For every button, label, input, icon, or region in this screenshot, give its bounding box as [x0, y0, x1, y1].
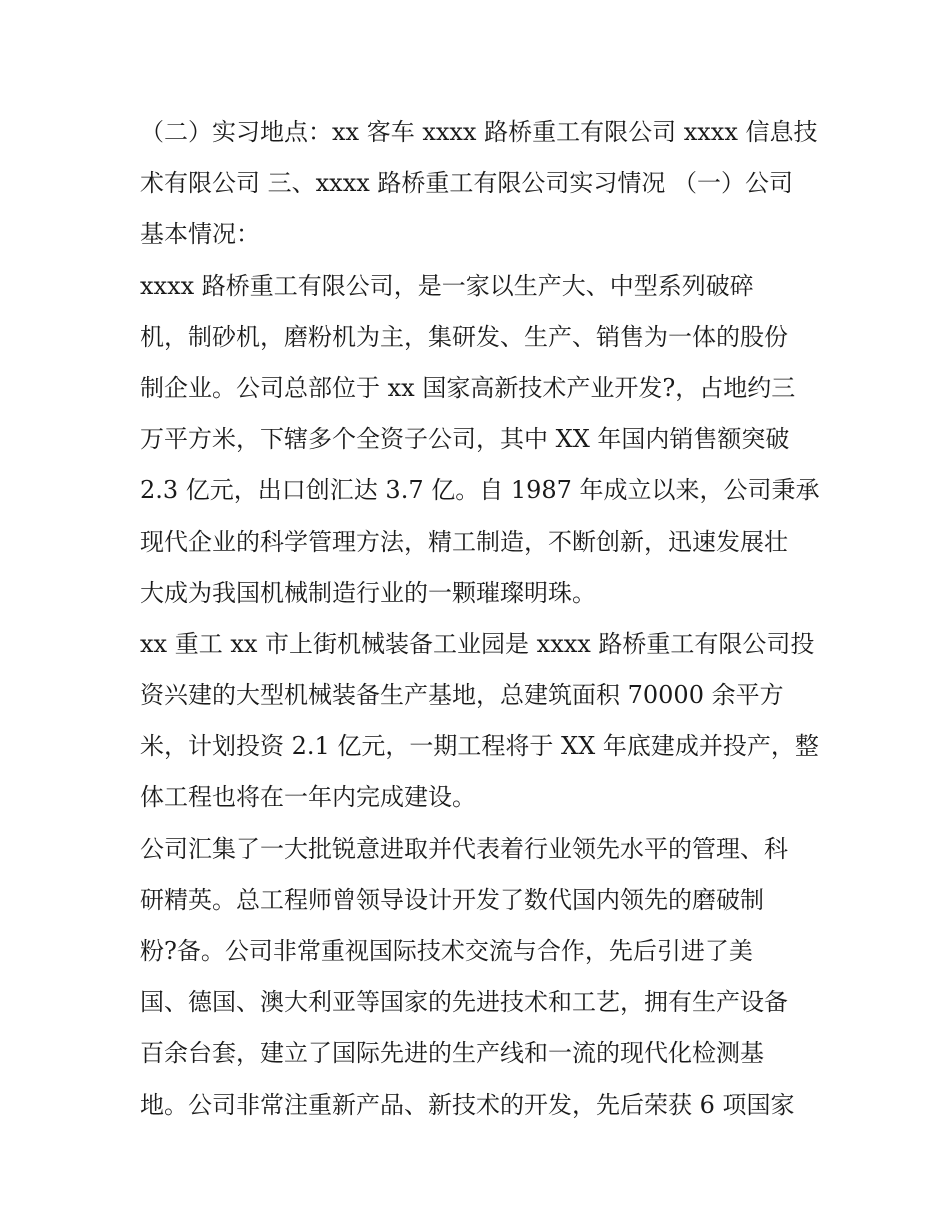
body-text [140, 107, 820, 1131]
text-line: 2.3 亿元，出口创汇达 3.7 亿。自 1987 年成立以来，公司秉承 [140, 476, 820, 505]
text-line: 大成为我国机械制造行业的一颗璀璨明珠。 [140, 578, 596, 607]
text-line: 制企业。公司总部位于 xx 国家高新技术产业开发?，占地约三 [140, 373, 796, 402]
text-line: 术有限公司 三、xxxx 路桥重工有限公司实习情况 （一）公司 [140, 169, 794, 198]
text-line: 公司汇集了一大批锐意进取并代表着行业领先水平的管理、科 [140, 834, 788, 863]
text-line: xx 重工 xx 市上街机械装备工业园是 xxxx 路桥重工有限公司投 [140, 629, 815, 658]
text-line: （二）实习地点：xx 客车 xxxx 路桥重工有限公司 xxxx 信息技 [140, 118, 818, 146]
text-line: 国、德国、澳大利亚等国家的先进技术和工艺，拥有生产设备 [140, 988, 788, 1017]
text-line: 资兴建的大型机械装备生产基地，总建筑面积 70000 余平方 [140, 681, 784, 710]
text-line: 基本情况： [140, 220, 260, 249]
text-line: 地。公司非常注重新产品、新技术的开发，先后荣获 6 项国家 [140, 1090, 795, 1119]
text-line: 百余台套，建立了国际先进的生产线和一流的现代化检测基 [140, 1039, 764, 1068]
text-line: 粉?备。公司非常重视国际技术交流与合作，先后引进了美 [140, 937, 753, 965]
text-line: 机，制砂机，磨粉机为主，集研发、生产、销售为一体的股份 [140, 322, 788, 351]
text-line: 研精英。总工程师曾领导设计开发了数代国内领先的磨破制 [140, 885, 764, 914]
text-line: 米，计划投资 2.1 亿元，一期工程将于 XX 年底建成并投产，整 [140, 732, 819, 761]
text-line: 万平方米，下辖多个全资子公司，其中 XX 年国内销售额突破 [140, 425, 790, 454]
text-line: 体工程也将在一年内完成建设。 [140, 783, 476, 812]
text-line: xxxx 路桥重工有限公司，是一家以生产大、中型系列破碎 [140, 271, 754, 300]
text-line: 现代企业的科学管理方法，精工制造，不断创新，迅速发展壮 [140, 527, 788, 556]
